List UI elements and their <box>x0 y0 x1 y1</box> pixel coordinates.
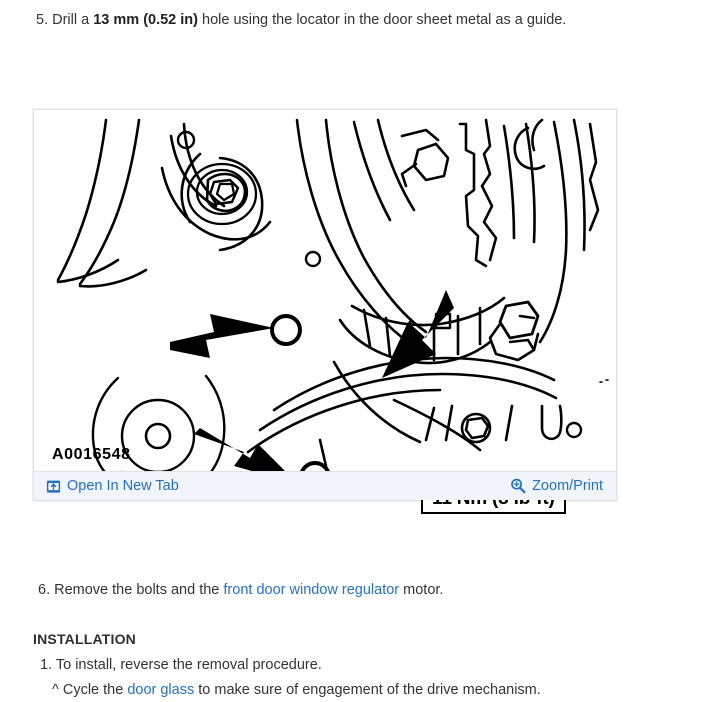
zoom-print-label: Zoom/Print <box>532 478 603 494</box>
open-in-new-tab-label: Open In New Tab <box>67 478 179 494</box>
zoom-print-button[interactable] <box>510 478 603 494</box>
installation-sub-text-before: Cycle the <box>58 682 128 698</box>
figure-panel <box>33 109 617 501</box>
figure-line-art[interactable] <box>34 110 616 471</box>
step-6-text-before: Remove the bolts and the <box>50 582 224 598</box>
step-5-number: 5. <box>36 12 49 28</box>
installation-step-1-number: 1. <box>40 657 53 673</box>
figure-toolbar <box>34 471 616 500</box>
installation-sub-text-after: to make sure of engagement of the drive mechanism. <box>194 682 541 698</box>
step-6-number: 6. <box>38 582 51 598</box>
installation-step-1-text: To install, reverse the removal procedure. <box>52 657 322 673</box>
step-5-text-before: Drill a <box>48 12 94 28</box>
step-5-text <box>36 10 566 30</box>
step-5-bold-measurement: 13 mm (0.52 in) <box>93 12 198 28</box>
installation-step-1 <box>40 655 322 675</box>
link-front-door-window-regulator[interactable]: front door window regulator <box>223 582 400 598</box>
installation-sub-bullet-row <box>52 680 541 700</box>
figure-id-label: A0016548 <box>52 446 131 463</box>
magnifier-plus-icon <box>510 478 526 494</box>
installation-heading: INSTALLATION <box>33 631 136 647</box>
external-link-icon <box>46 479 61 494</box>
step-6-text <box>38 580 443 600</box>
open-in-new-tab-button[interactable] <box>46 478 179 494</box>
caret-bullet-icon: ^ <box>52 682 59 698</box>
link-door-glass[interactable]: door glass <box>127 682 195 698</box>
door-panel-line-drawing <box>34 110 616 471</box>
step-5-text-after: hole using the locator in the door sheet metal as a guide. <box>197 12 567 28</box>
step-6-text-after: motor. <box>399 582 444 598</box>
